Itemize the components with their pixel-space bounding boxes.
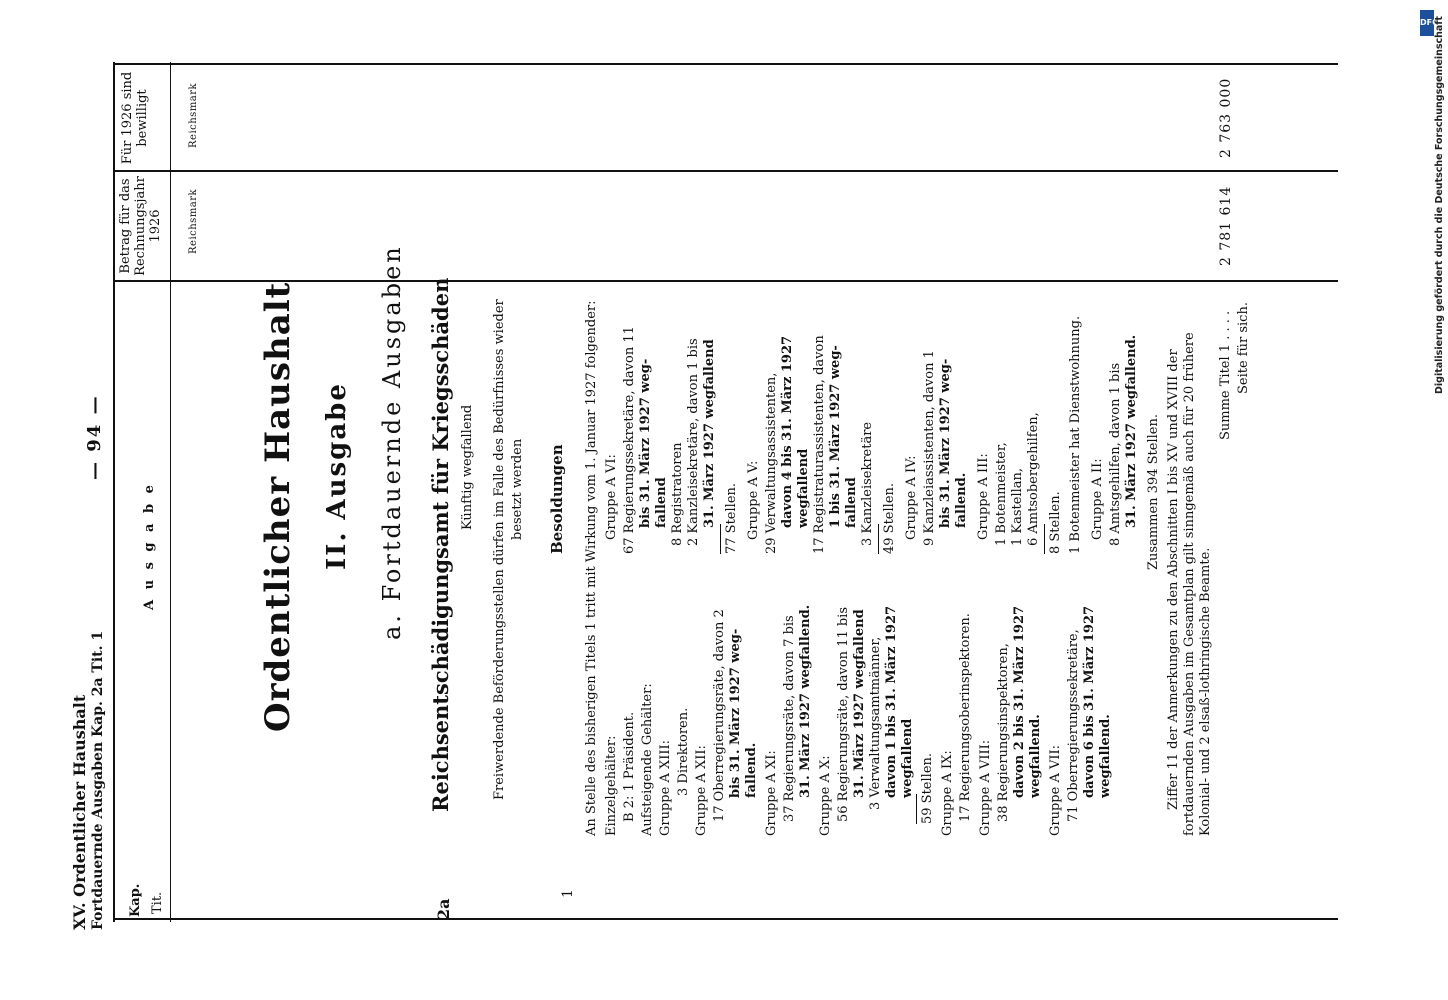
- besoldungen-heading: Besoldungen: [548, 444, 566, 554]
- a4-entry-1: 9 Kanzleiassistenten, davon 1: [922, 350, 937, 546]
- gruppe-a7: Gruppe A VII:: [1048, 745, 1063, 836]
- a4-entry-2: bis 31. März 1927 weg-: [938, 358, 953, 528]
- gruppe-a13: Gruppe A XIII:: [658, 739, 673, 836]
- dfg-logo: DFG: [1420, 10, 1434, 36]
- header-rule: [170, 62, 171, 922]
- kuenftig-wegfallend: Künftig wegfallend: [460, 404, 475, 530]
- a9-entry: 17 Regierungsoberinspektoren.: [958, 613, 973, 822]
- bewilligt-unit: Reichsmark: [188, 82, 199, 148]
- a2-entry-2: 31. März 1927 wegfallend.: [1124, 334, 1139, 528]
- kap-value: 2a: [434, 898, 453, 920]
- a13-entry: 3 Direktoren.: [676, 707, 691, 796]
- betrag-column-header: Betrag für das Rechnungsjahr 1926: [118, 176, 163, 276]
- a10-entry-3: 3 Verwaltungsamtmänner,: [868, 636, 883, 810]
- a8-entry-3: wegfallend.: [1028, 714, 1043, 798]
- seite-fuer-sich: Seite für sich.: [1236, 302, 1251, 394]
- a3-note: 1 Botenmeister hat Dienstwohnung.: [1068, 315, 1083, 554]
- a10-entry-1: 56 Regierungsräte, davon 11 bis: [836, 606, 851, 822]
- title-ordentlicher-haushalt: Ordentlicher Haushalt: [258, 281, 298, 732]
- a12-entry-3: fallend.: [744, 742, 759, 798]
- bewilligt-amount: 2 763 000: [1218, 77, 1234, 158]
- note-line-1: Freiwerdende Beförderungsstellen dürfen im Falle des Bedürfnisses wieder: [492, 299, 507, 800]
- a6-entry-6: 31. März 1927 wegfallend: [702, 339, 717, 528]
- a7-entry-2: davon 6 bis 31. März 1927: [1082, 605, 1097, 798]
- a2-entry-1: 8 Amtsgehilfen, davon 1 bis: [1108, 362, 1123, 546]
- einzelgehaelter: Einzelgehälter:: [604, 735, 619, 836]
- a3-entry-3: 6 Amtsobergehilfen,: [1026, 412, 1041, 546]
- a3-sum: 8 Stellen.: [1048, 491, 1063, 554]
- title-reichsentschaedigungsamt: Reichsentschädigungsamt für Kriegsschäden: [428, 277, 453, 812]
- a5-sum-rule: [878, 524, 879, 554]
- ziffer-line-2: fortdauernden Ausgaben im Gesamtplan gilt sinngemäß auch für 20 frühere: [1182, 332, 1197, 836]
- gruppe-a12: Gruppe A XII:: [694, 745, 709, 836]
- a6-entry-5: 2 Kanzleisekretäre, davon 1 bis: [686, 338, 701, 546]
- top-rule: [113, 62, 115, 922]
- gruppe-a3: Gruppe A III:: [976, 453, 991, 540]
- a7-entry-3: wegfallend.: [1098, 714, 1113, 798]
- betrag-unit: Reichsmark: [188, 188, 199, 254]
- a7-entry-1: 71 Oberregierungssekretäre,: [1066, 629, 1081, 822]
- chapter-header: XV. Ordentlicher Haushalt: [70, 694, 89, 930]
- gruppe-a4: Gruppe A IV:: [904, 455, 919, 540]
- digitization-stamp: [1418, 6, 1445, 406]
- sub-header: Fortdauernde Ausgaben Kap. 2a Tit. 1: [90, 630, 106, 930]
- a10-entry-4: davon 1 bis 31. März 1927: [884, 605, 899, 798]
- a5-entry-5: 1 bis 31. März 1927 weg-: [828, 345, 843, 528]
- a5-sum: 49 Stellen.: [882, 482, 897, 554]
- a4-entry-3: fallend.: [954, 472, 969, 528]
- a5-entry-7: 3 Kanzleisekretäre: [860, 421, 875, 546]
- a5-entry-3: wegfallend: [796, 448, 811, 528]
- a3-entry-2: 1 Kastellan,: [1010, 467, 1025, 546]
- ziffer-line-3: Kolonial- und 2 elsaß-lothringische Beamte.: [1198, 547, 1213, 836]
- a11-entry-1: 37 Regierungsräte, davon 7 bis: [782, 615, 797, 822]
- a6-entry-1: 67 Regierungssekretäre, davon 11: [622, 326, 637, 554]
- a10-sum-rule: [916, 794, 917, 824]
- a6-entry-4: 8 Registratoren: [670, 442, 685, 546]
- a10-entry-5: wegfallend: [900, 718, 915, 798]
- a8-entry-1: 38 Regierungsinspektoren,: [996, 643, 1011, 822]
- tit-value: 1: [560, 889, 576, 898]
- a10-sum: 59 Stellen.: [920, 752, 935, 824]
- gruppe-a5: Gruppe A V:: [746, 460, 761, 540]
- a10-entry-2: 31. März 1927 wegfallend: [852, 609, 867, 798]
- a6-sum: 77 Stellen.: [724, 482, 739, 554]
- a3-sum-rule: [1044, 524, 1045, 554]
- note-line-2: besetzt werden: [510, 438, 525, 540]
- page-number: — 94 —: [84, 394, 105, 480]
- betrag-amount: 2 781 614: [1218, 185, 1234, 266]
- gruppe-a9: Gruppe A IX:: [940, 750, 955, 836]
- aufsteigende-gehaelter: Aufsteigende Gehälter:: [640, 683, 655, 836]
- a11-entry-2: 31. März 1927 wegfallend.: [798, 604, 813, 798]
- a12-entry-2: bis 31. März 1927 weg-: [728, 628, 743, 798]
- gruppe-a2: Gruppe A II:: [1090, 458, 1105, 540]
- a6-entry-3: fallend: [654, 477, 669, 528]
- ausgabe-label: A u s g a b e: [142, 482, 157, 610]
- gruppe-a8: Gruppe A VIII:: [978, 739, 993, 836]
- right-frame: [113, 63, 1338, 65]
- title-fortdauernde-ausgaben: a. Fortdauernde Ausgaben: [378, 244, 406, 640]
- b2-line: B 2: 1 Präsident.: [622, 711, 637, 822]
- tit-label: Tit.: [150, 891, 165, 914]
- a6-entry-2: bis 31. März 1927 weg-: [638, 358, 653, 528]
- gruppe-a11: Gruppe A XI:: [764, 750, 779, 836]
- gruppe-a10: Gruppe A X:: [818, 755, 833, 836]
- digitization-note: Digitalisierung gefördert durch die Deutsche Forschungsgemeinschaft: [1434, 16, 1445, 394]
- a5-entry-4: 17 Registraturassistenten, davon: [812, 335, 827, 554]
- summe-titel-1: Summe Titel 1 . . . .: [1218, 310, 1233, 440]
- a5-entry-6: fallend: [844, 477, 859, 528]
- gruppe-a6: Gruppe A VI:: [604, 454, 619, 540]
- title-ausgabe: II. Ausgabe: [322, 382, 352, 570]
- a6-sum-rule: [720, 524, 721, 554]
- ziffer-line-1: Ziffer 11 der Anmerkungen zu den Abschnitten I bis XV und XVIII der: [1166, 349, 1181, 810]
- zusammen-line: Zusammen 394 Stellen.: [1146, 414, 1161, 570]
- a12-entry-1: 17 Oberregierungsräte, davon 2: [712, 609, 727, 822]
- kap-label: Kap.: [128, 883, 143, 917]
- bewilligt-column-header: Für 1926 sind bewilligt: [120, 71, 150, 165]
- a5-entry-2: davon 4 bis 31. März 1927: [780, 335, 795, 528]
- a3-entry-1: 1 Botenmeister,: [994, 442, 1009, 546]
- a8-entry-2: davon 2 bis 31. März 1927: [1012, 605, 1027, 798]
- left-frame: [113, 918, 1338, 920]
- intro-line: An Stelle des bisherigen Titels 1 tritt mit Wirkung vom 1. Januar 1927 folgender:: [584, 300, 599, 836]
- a5-entry-1: 29 Verwaltungsassistenten,: [764, 372, 779, 554]
- betrag-bewilligt-separator: [113, 170, 1338, 172]
